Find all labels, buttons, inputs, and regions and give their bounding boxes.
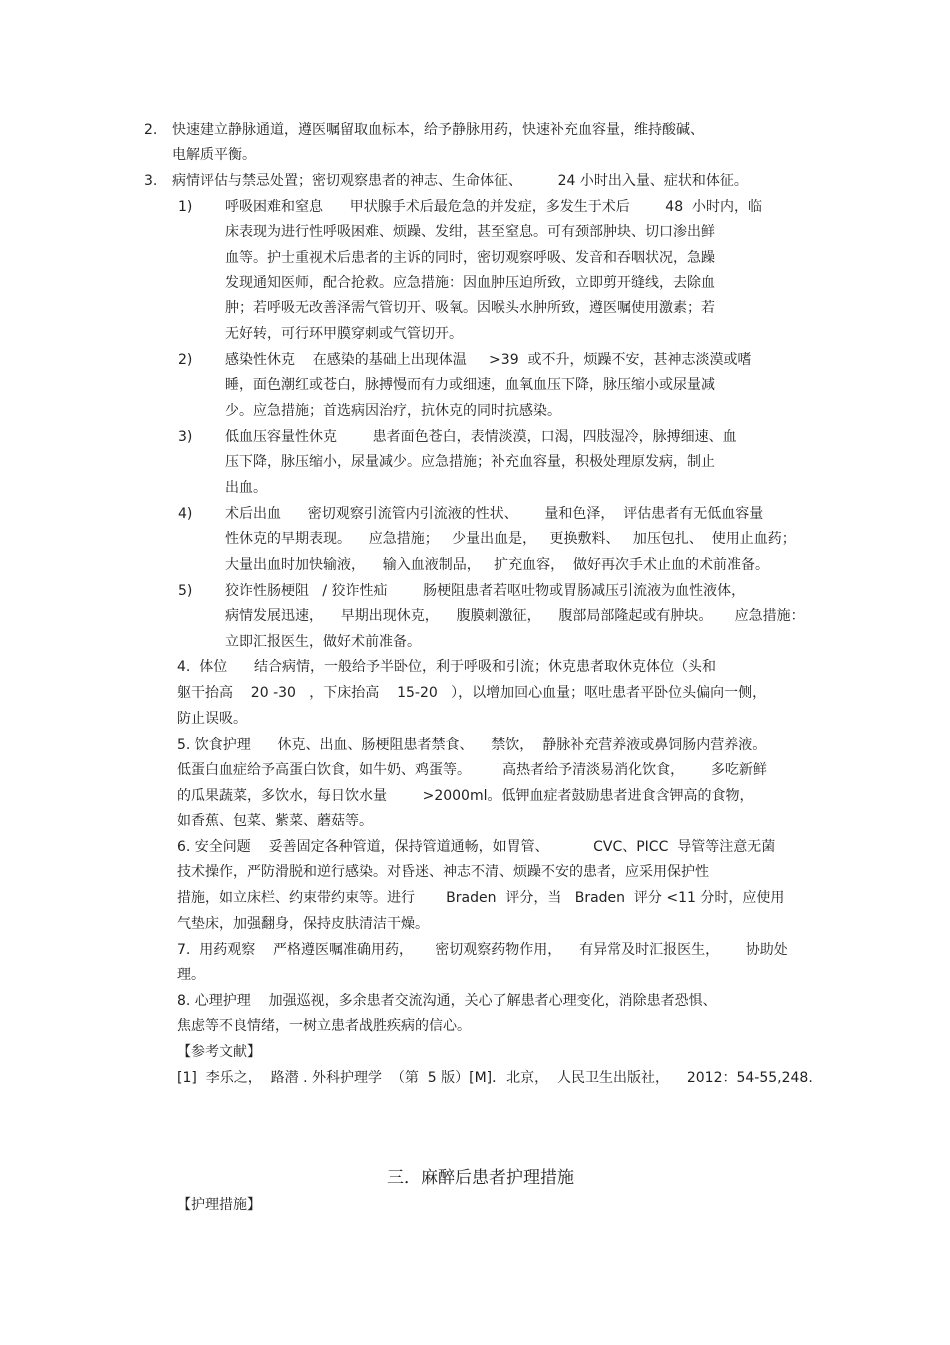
text-line: 大量出血时加快输液， 输入血液制品， 扩充血容， 做好再次手术止血的术前准备。 <box>225 557 770 573</box>
text-line: 病情发展迅速， 早期出现休克， 腹膜刺激征， 腹部局部隆起或有肿块。 应急措施： <box>225 608 805 624</box>
text-line: 床表现为进行性呼吸困难、烦躁、发绀，甚至窒息。可有颈部肿块、切口渗出鲜 <box>225 224 715 240</box>
text-line: 感染性休克 在感染的基础上出现体温 >39 或不升，烦躁不安，甚神志淡漠或嗜 <box>225 352 752 368</box>
text-line: 气垫床，加强翻身，保持皮肤清洁干燥。 <box>177 916 429 932</box>
text-line: 出血。 <box>225 480 267 496</box>
text-line: 无好转，可行环甲膜穿刺或气管切开。 <box>225 326 463 342</box>
item-number: 2. <box>144 122 158 138</box>
text-line: 电解质平衡。 <box>172 147 256 163</box>
text-line: 性休克的早期表现。 应急措施； 少量出血是， 更换敷料、 加压包扎、 使用止血药； <box>225 531 796 547</box>
text-line: 7. 用药观察 严格遵医嘱准确用药， 密切观察药物作用， 有异常及时汇报医生， 协助处 <box>177 942 788 958</box>
references-heading: 【参考文献】 <box>177 1044 261 1060</box>
text-line: 少。应急措施；首选病因治疗，抗休克的同时抗感染。 <box>225 403 561 419</box>
subitem-number: 2) <box>178 352 193 368</box>
text-line: 理。 <box>177 967 205 983</box>
text-line: 的瓜果蔬菜，多饮水，每日饮水量 >2000ml。低钾血症者鼓励患者进食含钾高的食物， <box>177 788 754 804</box>
text-line: 低蛋白血症给予高蛋白饮食，如牛奶、鸡蛋等。 高热者给予清淡易消化饮食， 多吃新鲜 <box>177 762 767 778</box>
text-line: 4. 体位 结合病情，一般给予半卧位，利于呼吸和引流；休克患者取休克体位（头和 <box>177 659 716 675</box>
text-line: 睡，面色潮红或苍白，脉搏慢而有力或细速，血氧血压下降，脉压缩小或尿量减 <box>225 377 715 393</box>
text-line: 立即汇报医生，做好术前准备。 <box>225 634 421 650</box>
text-line: 快速建立静脉通道，遵医嘱留取血标本，给予静脉用药，快速补充血容量，维持酸碱、 <box>172 122 704 138</box>
subitem-number: 5) <box>178 583 193 599</box>
text-line: 6. 安全问题 妥善固定各种管道，保持管道通畅，如胃管、 CVC、PICC 导管等注意无菌 <box>177 839 776 855</box>
text-line: 措施，如立床栏、约束带约束等。进行 Braden 评分，当 Braden 评分 <11 分时，应使用 <box>177 890 785 906</box>
text-line: 技术操作，严防滑脱和逆行感染。对昏迷、神志不清、烦躁不安的患者，应采用保护性 <box>177 864 709 880</box>
text-line: 狡诈性肠梗阻 / 狡诈性疝 肠梗阻患者若呕吐物或胃肠减压引流液为血性液体， <box>225 583 746 599</box>
text-line: 压下降，脉压缩小，尿量减少。应急措施；补充血容量，积极处理原发病，制止 <box>225 454 715 470</box>
text-line: 5. 饮食护理 休克、出血、肠梗阻患者禁食、 禁饮， 静脉补充营养液或鼻饲肠内营养液。 <box>177 737 767 753</box>
text-line: 如香蕉、包菜、紫菜、蘑菇等。 <box>177 813 373 829</box>
text-line: 呼吸困难和窒息 甲状腺手术后最危急的并发症，多发生于术后 48 小时内，临 <box>225 199 763 215</box>
text-line: 低血压容量性休克 患者面色苍白，表情淡漠，口渴，四肢湿冷，脉搏细速、血 <box>225 429 737 445</box>
subitem-number: 1) <box>178 199 193 215</box>
text-line: 病情评估与禁忌处置；密切观察患者的神志、生命体征、 24 小时出入量、症状和体征。 <box>172 173 748 189</box>
text-line: 躯干抬高 20 -30 ，下床抬高 15-20 ），以增加回心血量；呕吐患者平卧位头偏向一侧， <box>177 685 767 701</box>
subitem-number: 3) <box>178 429 193 445</box>
reference-item: [1] 李乐之， 路潜 . 外科护理学 （第 5 版）[M]．北京， 人民卫生出版社， 2012：54-55,248. <box>177 1070 813 1086</box>
text-line: 防止误吸。 <box>177 711 247 727</box>
text-line: 术后出血 密切观察引流管内引流液的性状、 量和色泽， 评估患者有无低血容量 <box>225 506 764 522</box>
text-line: 8. 心理护理 加强巡视，多余患者交流沟通，关心了解患者心理变化，消除患者恐惧、 <box>177 993 717 1009</box>
section-subheading: 【护理措施】 <box>177 1197 261 1213</box>
subitem-number: 4) <box>178 506 193 522</box>
text-line: 焦虑等不良情绪，一树立患者战胜疾病的信心。 <box>177 1018 471 1034</box>
text-line: 肿；若呼吸无改善泽需气管切开、吸氧。因喉头水肿所致，遵医嘱使用激素；若 <box>225 300 715 316</box>
item-number: 3. <box>144 173 158 189</box>
section-title: 三．麻醉后患者护理措施 <box>387 1168 574 1188</box>
text-line: 血等。护士重视术后患者的主诉的同时，密切观察呼吸、发音和吞咽状况，急躁 <box>225 250 715 266</box>
text-line: 发现通知医师，配合抢救。应急措施：因血肿压迫所致，立即剪开缝线，去除血 <box>225 275 715 291</box>
